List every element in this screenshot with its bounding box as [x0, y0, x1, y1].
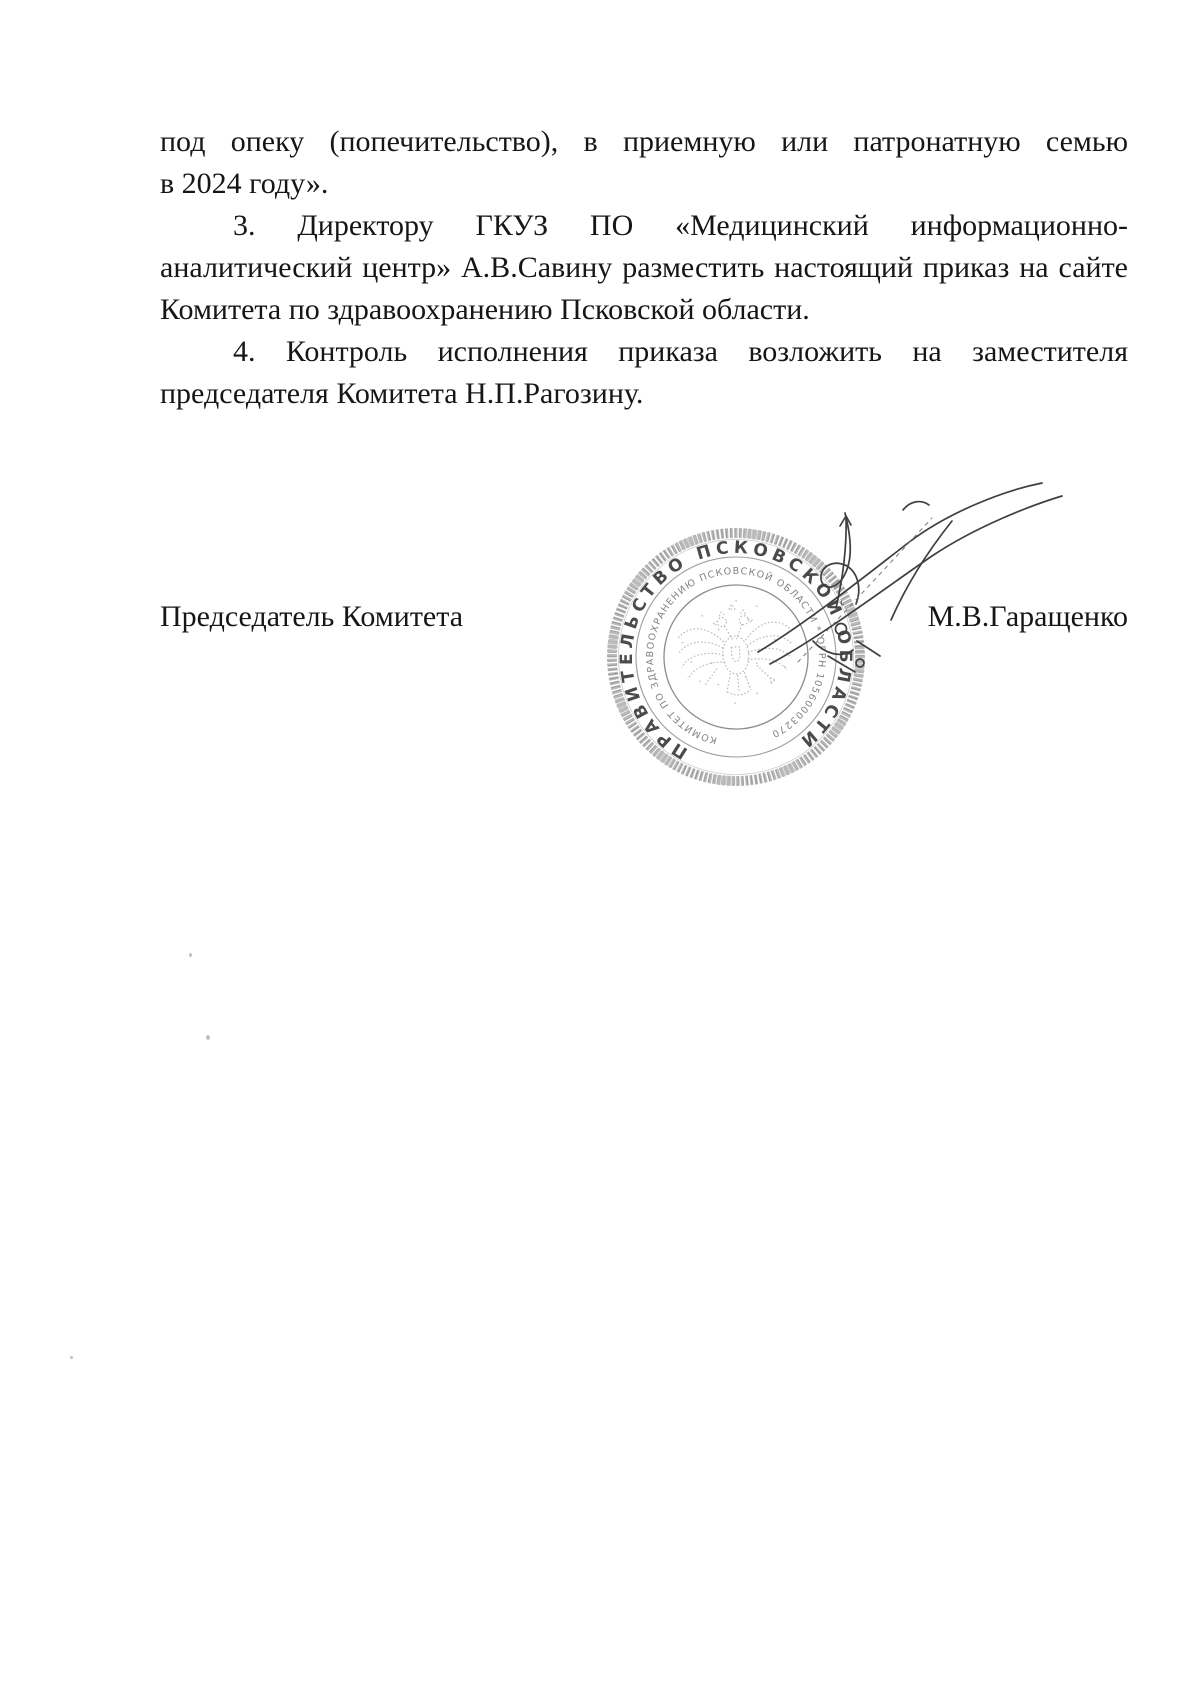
signer-name: М.В.Гаращенко — [927, 600, 1128, 633]
official-stamp — [597, 518, 875, 796]
stamp-circle-outer — [609, 530, 864, 785]
scan-speck — [206, 1035, 210, 1040]
order-line: в 2024 году». — [160, 167, 329, 200]
order-line: 4. Контроль исполнения приказа возложить на заместителя — [233, 335, 1128, 368]
signoff-row — [160, 600, 1128, 634]
signature — [758, 483, 1062, 672]
stamp-circle-middle — [628, 549, 845, 766]
scan-speck — [70, 1356, 73, 1359]
order-line: Комитета по здравоохранению Псковской области. — [160, 293, 810, 326]
scan-speck — [189, 953, 192, 957]
stamp-border-ring-texture — [606, 527, 867, 788]
order-line: 3. Директору ГКУЗ ПО «Медицинский информационно- — [233, 209, 1128, 242]
order-line: под опеку (попечительство), в приемную или патронатную семью — [160, 125, 1128, 158]
order-line: председателя Комитета Н.П.Рагозину. — [160, 377, 644, 410]
order-text-block — [160, 121, 1128, 415]
signer-title: Председатель Комитета — [160, 600, 464, 633]
stamp-inner-ring-text: КОМИТЕТ ПО ЗДРАВООХРАНЕНИЮ ПСКОВСКОЙ ОБЛАСТИ * ОГРН 1056000327041 — [644, 565, 828, 746]
order-line: аналитический центр» А.В.Савину разместить настоящий приказ на сайте — [160, 251, 1128, 284]
stamp-border-ring — [602, 523, 871, 792]
stamp-outer-ring-text: ПРАВИТЕЛЬСТВО ПСКОВСКОЙ ОБЛАСТИ — [616, 537, 856, 763]
